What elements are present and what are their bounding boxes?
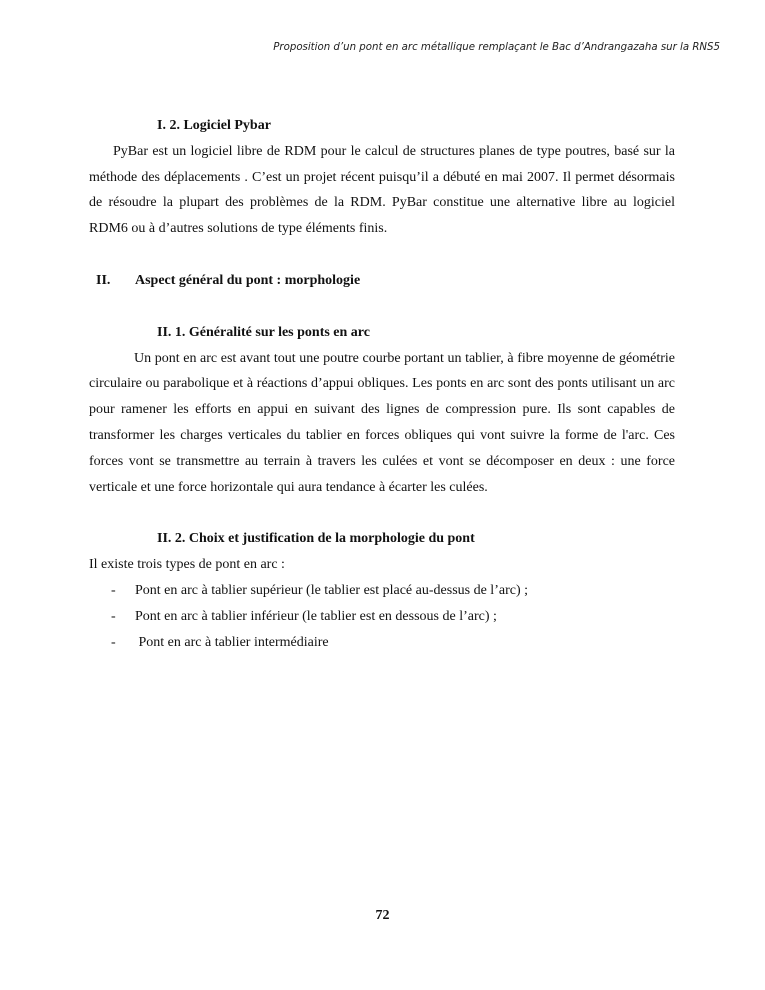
- paragraph-generalite: Un pont en arc est avant tout une poutre courbe portant un tablier, à fibre moyenne de géométrie circulaire ou parabolique et à réactions d’appui obliques. Les ponts en arc sont des ponts utilisant un arc pour ramener les efforts en appui en suivant des lignes de compression pure. Ils sont capables de transformer les charges verticales du tablier en forces obliques qui vont suivre la forme de l'arc. Ces forces vont se transmettre au terrain à travers les culées et vont se décomposer en deux : une force verticale et une force horizontale qui aura tendance à écarter les culées.: [89, 350, 675, 495]
- paragraph-types-intro: Il existe trois types de pont en arc :: [89, 557, 285, 573]
- heading-number: II.: [96, 272, 111, 288]
- list-item-text: Pont en arc à tablier inférieur (le tablier est en dessous de l’arc) ;: [135, 608, 497, 624]
- heading-choix-justification: II. 2. Choix et justification de la morphologie du pont: [157, 531, 475, 547]
- page-body: [89, 113, 675, 655]
- list-dash: -: [111, 608, 116, 624]
- heading-logiciel-pybar: I. 2. Logiciel Pybar: [157, 118, 271, 133]
- arc-types-list: [89, 578, 675, 655]
- list-item: [89, 630, 675, 656]
- paragraph-pybar: PyBar est un logiciel libre de RDM pour le calcul de structures planes de type poutres, basé sur la méthode des déplacements . C’est un projet récent puisqu’il a débuté en mai 2007. Il permet désormais de résoudre la plupart des problèmes de la RDM. PyBar constitue une alternative libre au logiciel RDM6 ou à d’autres solutions de type éléments finis.: [89, 143, 675, 237]
- heading-aspect-general: [89, 268, 675, 294]
- list-item-text: Pont en arc à tablier intermédiaire: [135, 634, 329, 650]
- spacer: [89, 294, 675, 320]
- list-dash: -: [111, 582, 116, 598]
- list-dash: -: [111, 634, 116, 650]
- spacer: [89, 242, 675, 268]
- heading-text: Aspect général du pont : morphologie: [135, 272, 361, 288]
- list-item: [89, 604, 675, 630]
- list-item: [89, 578, 675, 604]
- spacer: [89, 500, 675, 526]
- heading-generalite: II. 1. Généralité sur les ponts en arc: [157, 324, 370, 340]
- list-item-text: Pont en arc à tablier supérieur (le tablier est placé au-dessus de l’arc) ;: [135, 582, 528, 598]
- page-number: 72: [375, 908, 390, 923]
- running-header: Proposition d’un pont en arc métallique remplaçant le Bac d’Andrangazaha sur la RNS5: [273, 42, 720, 53]
